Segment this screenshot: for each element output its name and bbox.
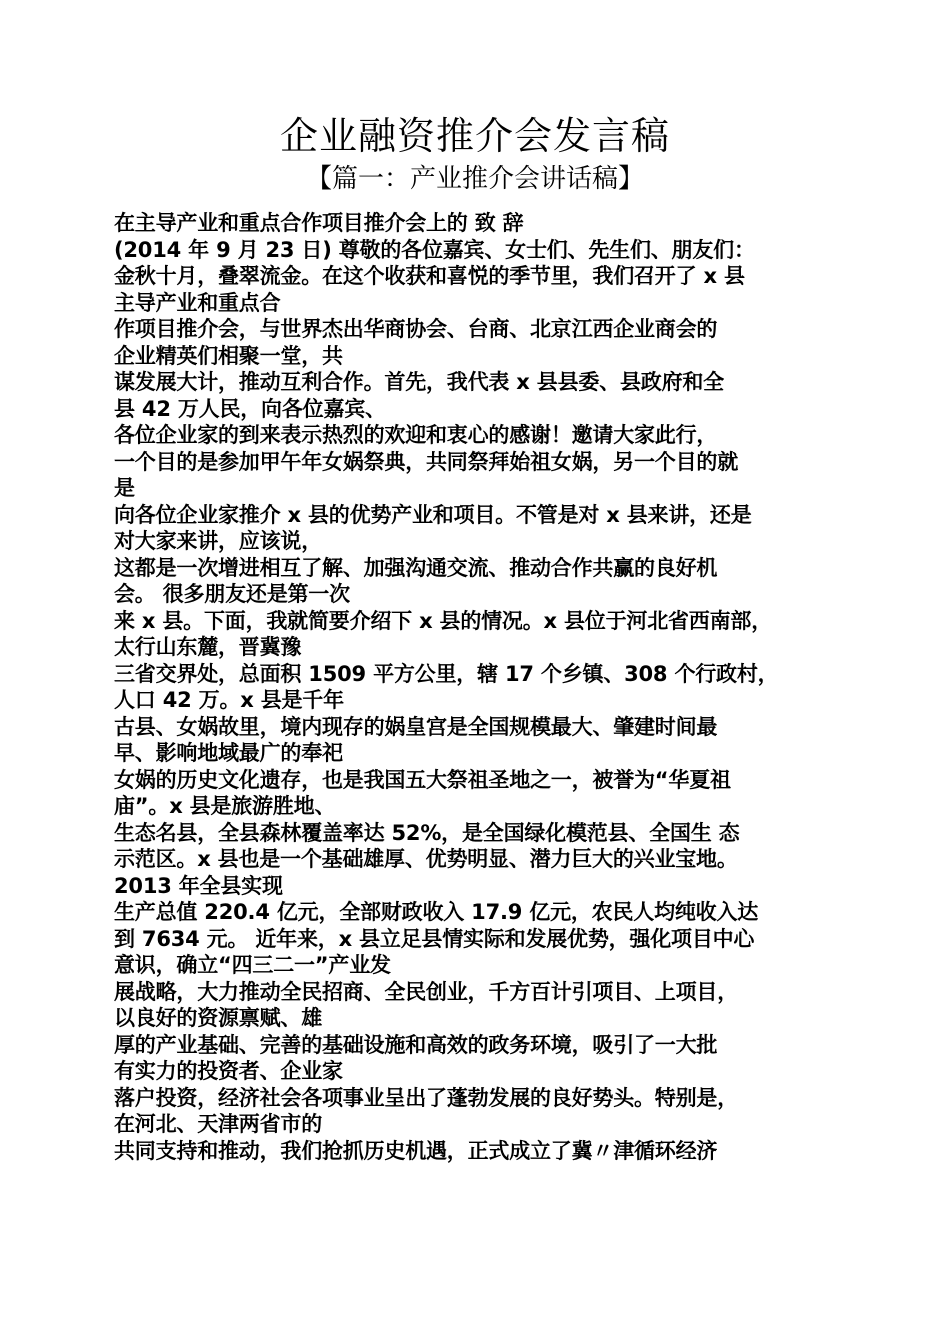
text-line: 古县、女娲故里，境内现存的娲皇宫是全国规模最大、肇建时间最 [114,714,718,739]
text-line: 在河北、天津两省市的 [114,1112,322,1136]
document-title: 企业融资推介会发言稿 [279,114,670,158]
text-line: 落户投资，经济社会各项事业呈出了蓬勃发展的良好势头。特别是， [114,1085,738,1110]
text-line: 对大家来讲，应该说， [114,529,322,553]
text-line: 主导产业和重点合 [114,290,281,315]
text-line: 各位企业家的到来表示热烈的欢迎和衷心的感谢！邀请大家此行， [114,423,718,447]
text-line: (2014 年 9 月 23 日) 尊敬的各位嘉宾、女士们、先生们、朋友们： [114,237,755,262]
text-line: 2013 年全县实现 [114,873,283,898]
document-subtitle: 【篇一：产业推介会讲话稿】 [305,164,644,194]
text-line: 早、影响地域最广的奉祀 [114,741,343,765]
text-line: 县 42 万人民，向各位嘉宾、 [114,396,386,421]
text-line: 作项目推介会，与世界杰出华商协会、台商、北京江西企业商会的 [114,317,718,341]
text-line: 来 x 县。下面，我就简要介绍下 x 县的情况。x 县位于河北省西南部， [114,608,772,633]
text-line: 太行山东麓，晋冀豫 [114,635,302,659]
text-line: 厚的产业基础、完善的基础设施和高效的政务环境，吸引了一大批 [114,1032,718,1057]
text-line: 三省交界处，总面积 1509 平方公里，辖 17 个乡镇、308 个行政村， [114,661,779,686]
text-line: 女娲的历史文化遗存，也是我国五大祭祖圣地之一，被誉为“华夏祖 [114,767,731,792]
text-line: 示范区。x 县也是一个基础雄厚、优势明显、潜力巨大的兴业宝地。 [114,847,738,871]
text-line: 向各位企业家推介 x 县的优势产业和项目。不管是对 x 县来讲，还是 [114,502,752,527]
text-line: 有实力的投资者、企业家 [114,1059,343,1083]
text-line: 庙”。x 县是旅游胜地、 [114,794,336,818]
text-line: 企业精英们相聚一堂，共 [114,343,343,368]
text-line: 以良好的资源禀赋、雄 [114,1006,322,1030]
text-line: 生产总值 220.4 亿元，全部财政收入 17.9 亿元，农民人均纯收入达 [114,900,759,924]
text-line: 生态名县，全县森林覆盖率达 52%，是全国绿化模范县、全国生 态 [114,820,740,845]
text-line: 意识，确立“四三二一”产业发 [114,953,391,977]
text-line: 共同支持和推动，我们抢抓历史机遇，正式成立了冀〃津循环经济 [114,1138,718,1163]
text-line: 在主导产业和重点合作项目推介会上的 致 辞 [114,211,524,235]
document-body [114,210,844,1164]
text-line: 谋发展大计，推动互利合作。首先，我代表 x 县县委、县政府和全 [114,370,724,394]
text-line: 是 [114,476,135,500]
text-line: 金秋十月，叠翠流金。在这个收获和喜悦的季节里，我们召开了 x 县 [114,264,745,288]
text-line: 一个目的是参加甲午年女娲祭典，共同祭拜始祖女娲，另一个目的就 [114,449,738,474]
text-line: 会。 很多朋友还是第一次 [114,582,350,606]
text-line: 这都是一次增进相互了解、加强沟通交流、推动合作共赢的良好机 [114,555,718,580]
text-line: 人口 42 万。x 县是千年 [114,688,344,712]
text-line: 展战略，大力推动全民招商、全民创业，千方百计引项目、上项目， [114,979,738,1004]
text-line: 到 7634 元。 近年来，x 县立足县情实际和发展优势，强化项目中心 [114,926,755,951]
